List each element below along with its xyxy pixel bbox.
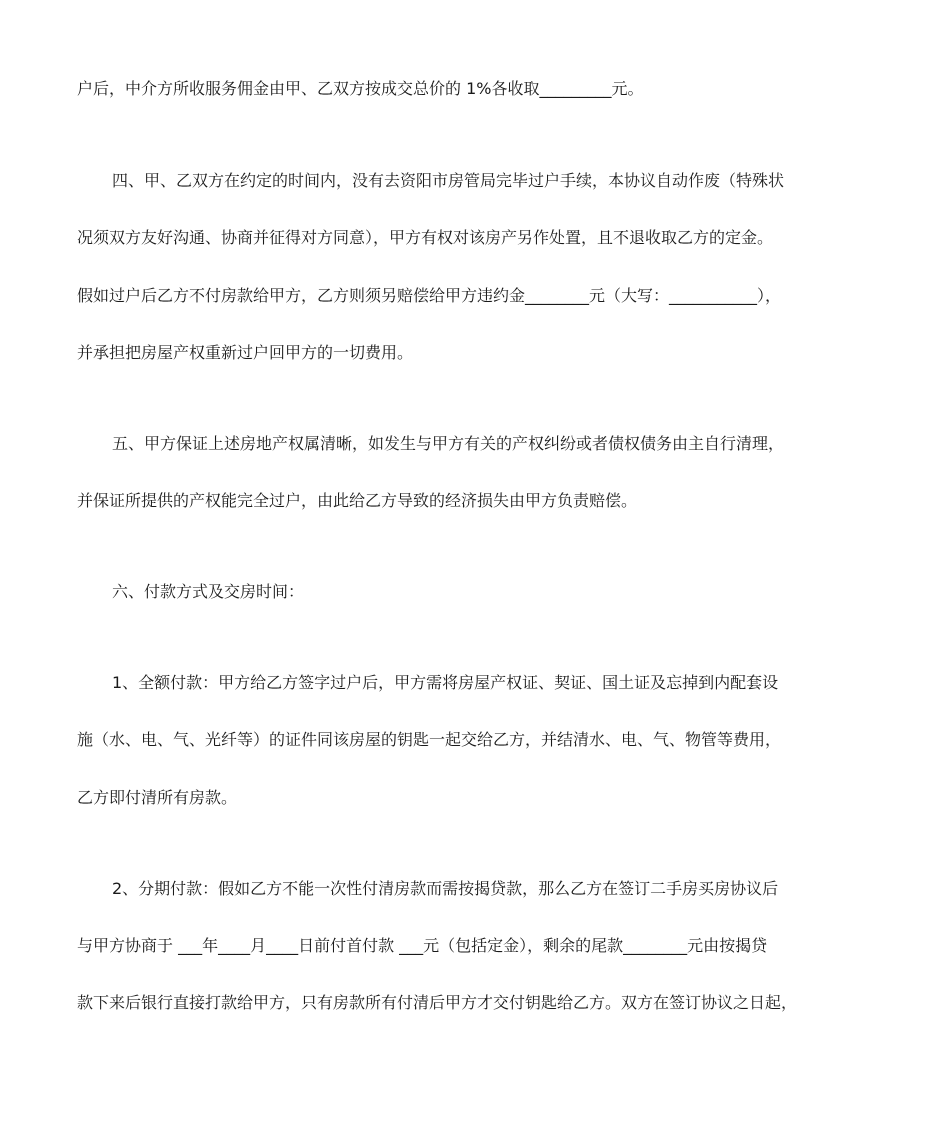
paragraph-line: 假如过户后乙方不付房款给甲方，乙方则须另赔偿给甲方违约金________元（大写：___________）， bbox=[77, 286, 782, 305]
paragraph-line: 款下来后银行直接打款给甲方，只有房款所有付清后甲方才交付钥匙给乙方。双方在签订协议之日起， bbox=[77, 993, 798, 1012]
paragraph-line: 并保证所提供的产权能完全过户，由此给乙方导致的经济损失由甲方负责赔偿。 bbox=[77, 491, 638, 510]
paragraph-line: 四、甲、乙双方在约定的时间内，没有去资阳市房管局完毕过户手续，本协议自动作废（特殊状 bbox=[112, 171, 785, 190]
paragraph-line: 况须双方友好沟通、协商并征得对方同意），甲方有权对该房产另作处置，且不退收取乙方的定金。 bbox=[77, 228, 774, 247]
paragraph-line: 五、甲方保证上述房地产权属清晰，如发生与甲方有关的产权纠纷或者债权债务由主自行清理， bbox=[112, 434, 785, 453]
paragraph-line: 并承担把房屋产权重新过户回甲方的一切费用。 bbox=[77, 343, 414, 362]
paragraph-line: 户后，中介方所收服务佣金由甲、乙双方按成交总价的 1%各收取_________元。 bbox=[77, 79, 644, 98]
paragraph-line: 施（水、电、气、光纤等）的证件同该房屋的钥匙一起交给乙方，并结清水、电、气、物管等费用， bbox=[77, 730, 782, 749]
paragraph-line: 1、全额付款：甲方给乙方签字过户后，甲方需将房屋产权证、契证、国土证及忘掉到内配套设 bbox=[112, 673, 779, 692]
section-heading: 六、付款方式及交房时间： bbox=[112, 582, 305, 601]
paragraph-line: 与甲方协商于 ___年____月____日前付首付款 ___元（包括定金），剩余的尾款________元由按揭贷 bbox=[77, 936, 768, 955]
paragraph-line: 2、分期付款：假如乙方不能一次性付清房款而需按揭贷款，那么乙方在签订二手房买房协议后 bbox=[112, 879, 779, 898]
paragraph-line: 乙方即付清所有房款。 bbox=[77, 788, 238, 807]
